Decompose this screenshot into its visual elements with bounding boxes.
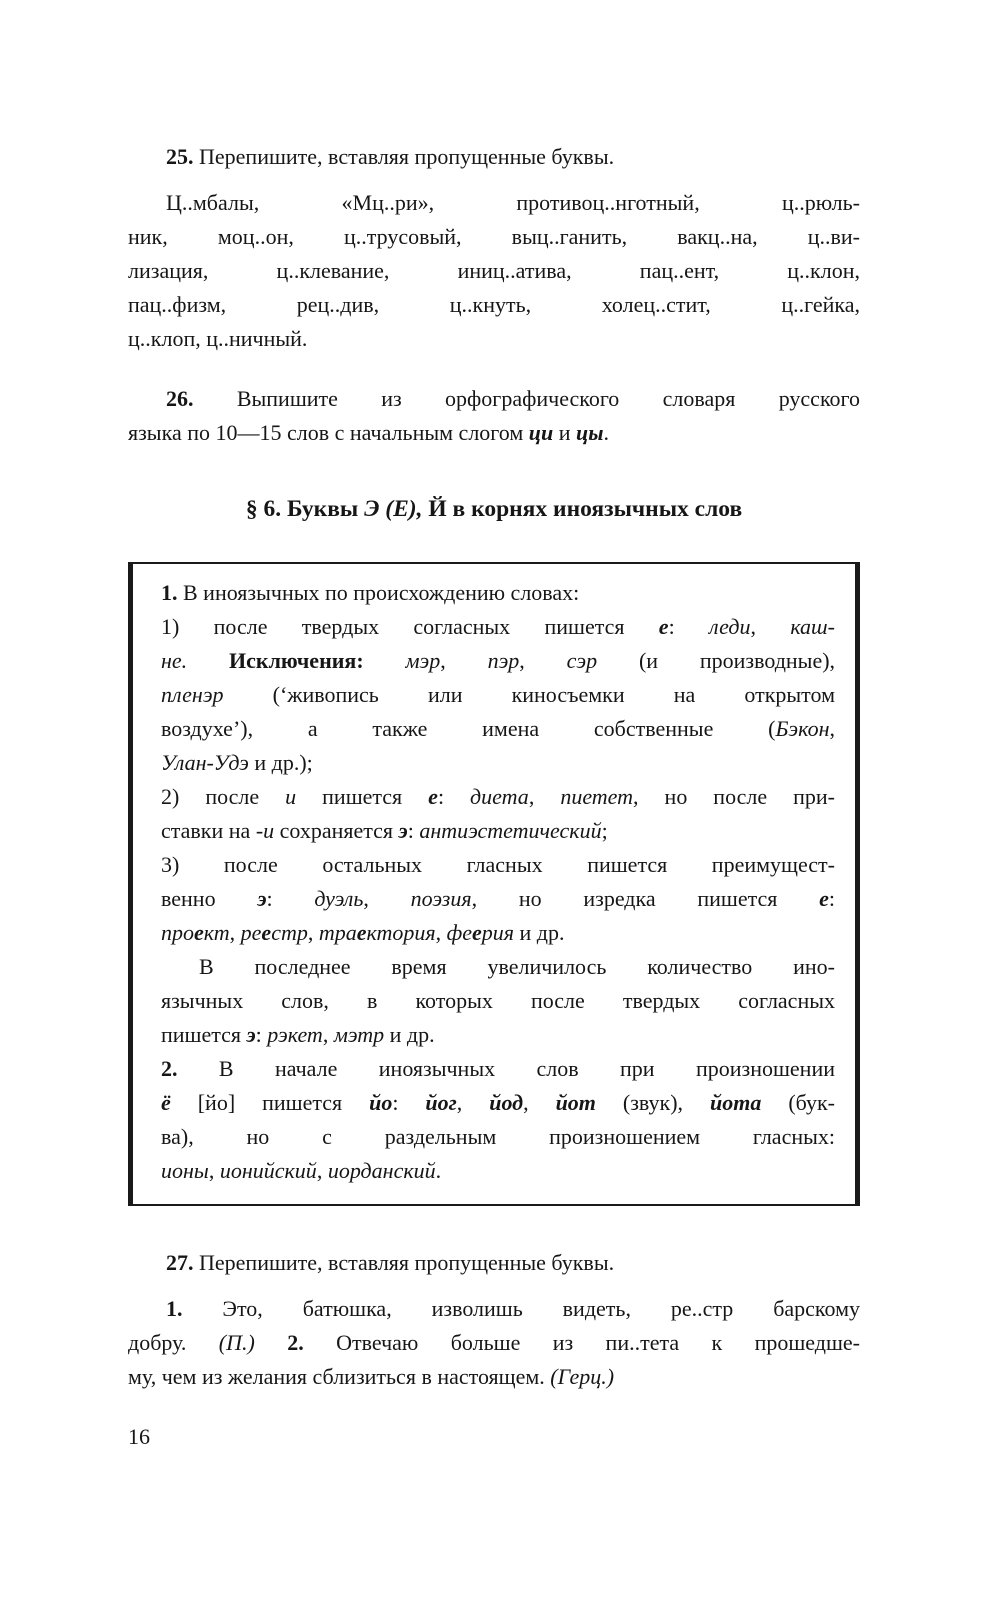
text-segment: е [472,920,482,945]
text-line [161,848,835,882]
text-segment: (Герц.) [550,1364,615,1389]
page-number: 16 [128,1424,150,1449]
text-segment: Ц..мбалы, «Мц..ри», противоц..нготный, ц..рюль- [166,190,860,215]
text-segment: мэр [405,648,441,673]
text-segment: 2. [287,1330,304,1355]
rule-paragraph-2 [161,1052,835,1188]
text-segment: и др. [384,1022,435,1047]
text-segment: поэзия [410,886,472,911]
text-segment: ё [161,1090,171,1115]
text-segment: : [437,784,471,809]
text-line [161,610,835,644]
exercise-26 [128,382,860,450]
text-segment: 1. [161,580,178,605]
text-line [128,254,860,288]
text-segment: ионийский [219,1158,317,1183]
text-line [161,950,835,984]
text-line [161,678,835,712]
text-segment: 1. [166,1296,183,1321]
text-segment: пац..физм, рец..див, ц..кнуть, холец..стит, ц..гейка, [128,292,860,317]
text-segment: и [285,784,297,809]
text-segment: : [407,818,420,843]
text-segment: , [307,920,319,945]
text-line [128,492,860,526]
text-segment: ци [528,420,554,445]
text-segment: : [668,614,709,639]
text-segment: , [322,1022,334,1047]
text-segment: (звук), [595,1090,710,1115]
text-segment: мэтр [333,1022,385,1047]
text-segment: , [316,1158,328,1183]
text-line [161,1154,835,1188]
text-segment: пленэр [161,682,224,707]
text-segment: не. [161,648,188,673]
text-segment: ионы [161,1158,209,1183]
text-segment: , [523,1090,556,1115]
text-segment: , но после при- [633,784,836,809]
text-segment: Исключения: [229,648,364,673]
text-segment [187,648,229,673]
text-line [161,712,835,746]
text-segment: , [750,614,791,639]
text-segment: 2. [161,1056,178,1081]
text-segment: 27. [166,1250,194,1275]
text-segment: антиэстетический [419,818,602,843]
text-segment: : [266,886,315,911]
text-segment: ре [240,920,262,945]
text-segment: э [246,1022,256,1047]
exercise-27-body [128,1292,860,1394]
text-line [128,382,860,416]
exercise-25-heading [128,140,860,174]
rule-paragraph-1 [161,576,835,610]
text-segment: ; [601,818,608,843]
text-segment: йог [425,1090,457,1115]
text-line [161,780,835,814]
text-segment: добру. [128,1330,219,1355]
text-segment: [йо] пишется [170,1090,370,1115]
text-segment: , [829,716,835,741]
text-line [161,1018,835,1052]
text-segment: (‘живопись или киносъемки на открытом [223,682,835,707]
text-segment: йот [555,1090,596,1115]
text-line [161,916,835,950]
text-segment: рэкет [267,1022,323,1047]
text-segment: воздухе’), а также имена собственные ( [161,716,776,741]
text-segment: му, чем из желания сблизиться в настоящем. [128,1364,551,1389]
text-segment: , [519,648,567,673]
text-segment: Отвечаю больше из пи..тета к прошедше- [303,1330,860,1355]
text-segment: : [392,1090,426,1115]
text-segment: сэр [566,648,598,673]
text-segment: леди [709,614,751,639]
text-segment: е [428,784,438,809]
text-line [128,220,860,254]
text-segment: и [553,420,577,445]
text-segment: : [828,886,836,911]
rule-paragraph-1-1 [161,610,835,780]
text-line [128,1360,860,1394]
text-segment: Перепишите, вставляя пропущенные буквы. [193,144,615,169]
text-segment: кт [203,920,230,945]
text-segment: , [363,886,411,911]
text-segment: : [255,1022,268,1047]
text-line [161,984,835,1018]
text-line [128,1292,860,1326]
text-line [128,416,860,450]
text-segment: е [819,886,829,911]
text-segment: Улан-Удэ [161,750,249,775]
text-segment: , [435,920,447,945]
text-segment: (П.) [218,1330,255,1355]
text-segment: каш- [790,614,835,639]
text-segment: ва), но с раздельным произношением гласных: [161,1124,835,1149]
text-line [161,644,835,678]
rule-paragraph-note [161,950,835,1052]
text-segment: ктория [366,920,436,945]
text-line [128,1246,860,1280]
text-segment: пиетет [560,784,634,809]
text-line [128,1326,860,1360]
text-segment: Перепишите, вставляя пропущенные буквы. [193,1250,615,1275]
text-line [128,322,860,356]
text-segment: венно [161,886,258,911]
text-line [161,576,835,610]
text-segment: диета [470,784,529,809]
text-segment: , [440,648,488,673]
text-segment: рия [481,920,515,945]
text-segment: иорданский [327,1158,436,1183]
text-segment: Й в корнях иноязычных слов [422,496,743,522]
exercise-25-body [128,186,860,356]
text-segment: пэр [487,648,520,673]
text-line [128,140,860,174]
text-line [128,288,860,322]
text-segment: ставки на [161,818,256,843]
text-segment: лизация, ц..клевание, иниц..атива, пац..ент, ц..клон, [128,258,860,283]
text-segment: е [261,920,272,945]
text-segment: . [603,420,610,445]
text-segment: , [229,920,241,945]
text-segment: (и производные), [597,648,836,673]
text-line [161,1120,835,1154]
text-segment: пишется [296,784,429,809]
text-line [161,1086,835,1120]
text-segment: § 6. Буквы [245,496,365,522]
text-segment: йо [369,1090,393,1115]
text-segment: (бук- [761,1090,836,1115]
text-segment: стр [271,920,308,945]
text-segment: язычных слов, в которых после твердых согласных [161,988,835,1013]
text-segment: тра [318,920,357,945]
text-line [161,746,835,780]
text-segment: 3) после остальных гласных пишется преимущест- [161,852,835,877]
text-line [161,1052,835,1086]
text-segment: е [658,614,669,639]
text-line [161,882,835,916]
text-line [161,814,835,848]
text-segment: ц..клоп, ц..ничный. [128,326,308,351]
text-segment: и др.); [248,750,313,775]
text-segment: В последнее время увеличилось количество ино- [199,954,835,979]
text-segment: э [398,818,408,843]
text-segment: Бэкон [775,716,830,741]
text-segment: фе [446,920,473,945]
text-segment: пишется [161,1022,247,1047]
text-segment: сохраняется [274,818,399,843]
text-segment: , [456,1090,490,1115]
text-segment: Э (Е), [364,496,423,522]
text-segment: В начале иноязычных слов при произношении [177,1056,835,1081]
text-segment: и др. [514,920,565,945]
text-segment: э [257,886,267,911]
text-segment: Выпишите из орфографического словаря русского [193,386,860,411]
text-segment: про [161,920,194,945]
text-segment: языка по 10—15 слов с начальным слогом [128,420,529,445]
text-segment [255,1330,287,1355]
text-segment: йота [710,1090,762,1115]
text-segment: . [435,1158,442,1183]
text-line [128,186,860,220]
rule-paragraph-1-2 [161,780,835,848]
text-segment: дуэль [314,886,364,911]
text-segment: е [194,920,204,945]
text-segment: 25. [166,144,194,169]
text-segment: 26. [166,386,194,411]
text-segment [364,648,406,673]
text-segment: , [528,784,561,809]
text-segment: -и [255,818,275,843]
text-segment: , но изредка пишется [471,886,820,911]
text-segment: В иноязычных по происхождению словах: [177,580,580,605]
text-segment: е [356,920,367,945]
text-segment: ник, моц..он, ц..трусовый, выц..ганить, вакц..на, ц..ви- [128,224,860,249]
text-segment: Это, батюшка, изволишь видеть, ре..стр барскому [182,1296,860,1321]
rule-box [128,562,860,1206]
rule-paragraph-1-3 [161,848,835,950]
text-segment: йод [489,1090,524,1115]
text-segment: , [208,1158,220,1183]
section-6-heading [128,492,860,526]
text-segment: 2) после [161,784,286,809]
text-segment: цы [576,420,604,445]
text-segment: 1) после твердых согласных пишется [161,614,659,639]
exercise-27-heading [128,1246,860,1280]
